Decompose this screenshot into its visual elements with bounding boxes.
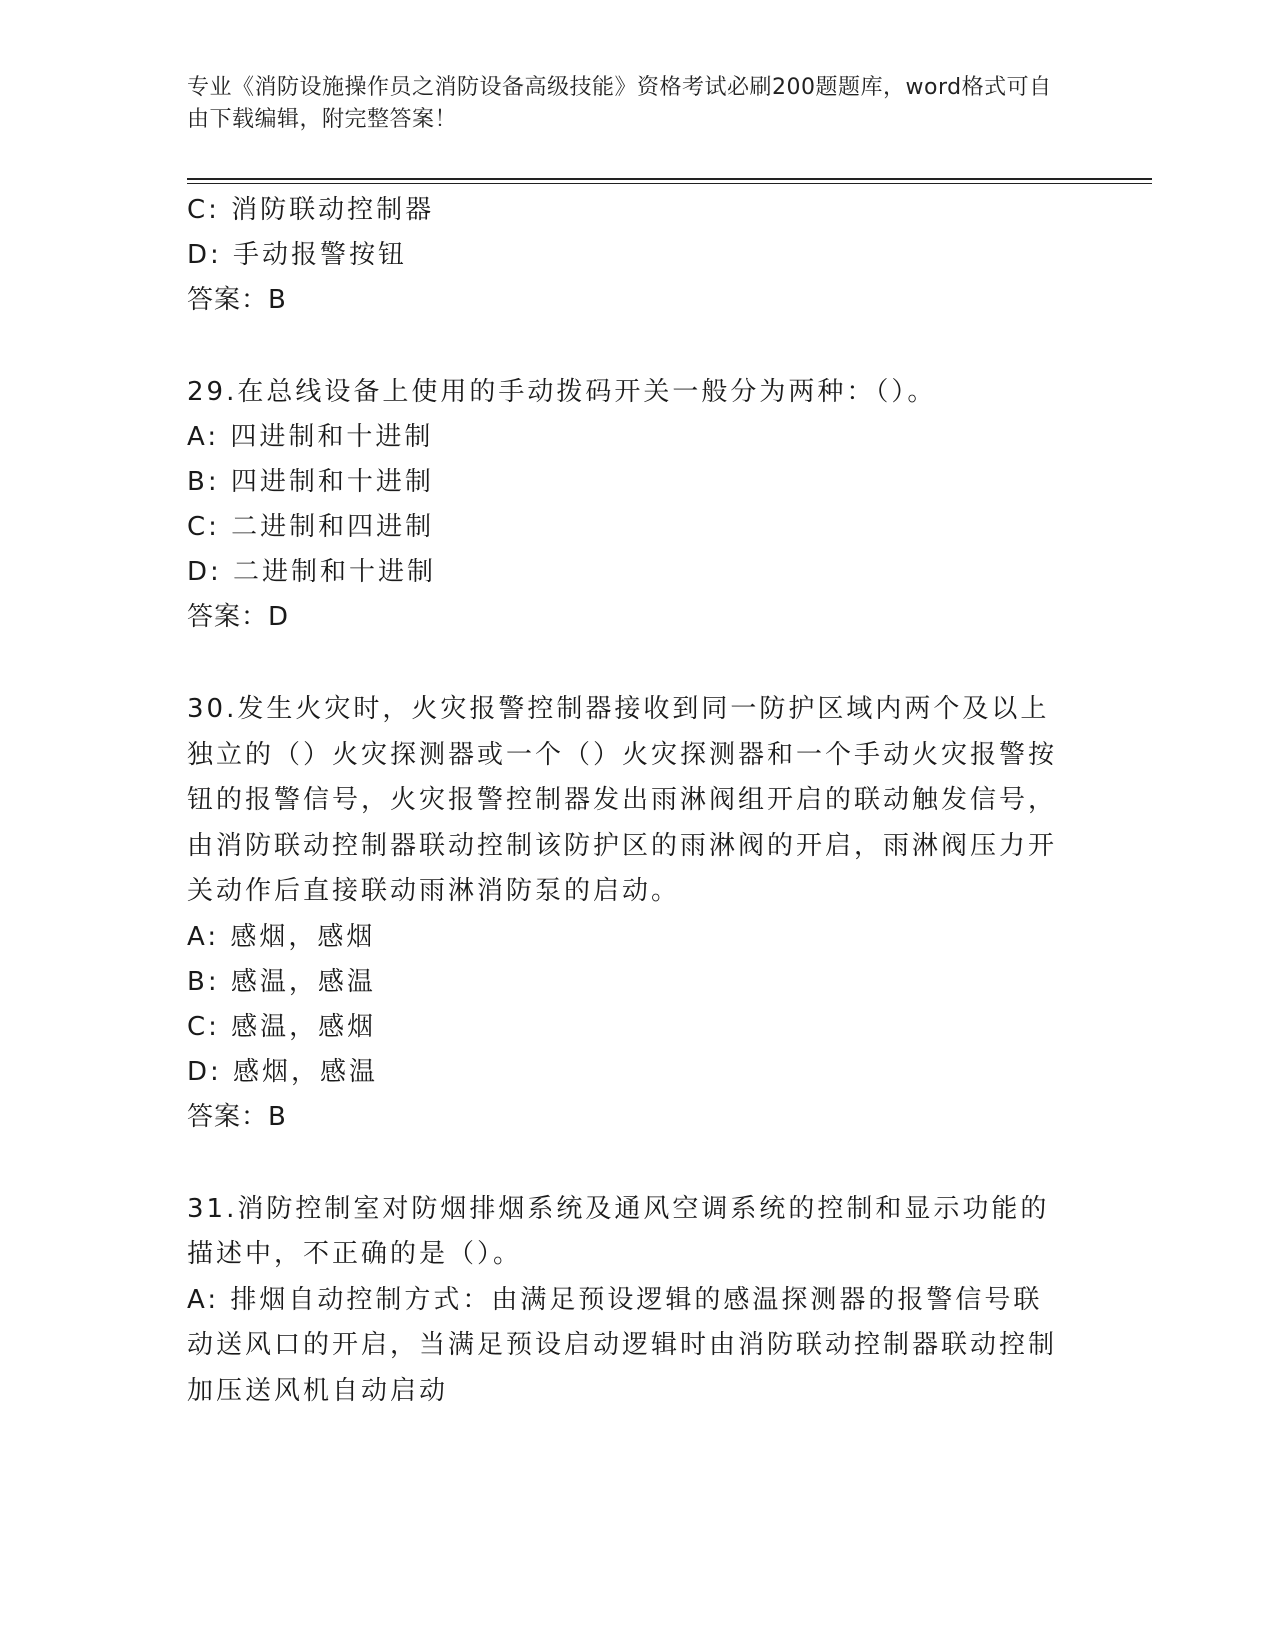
spacer <box>187 640 1067 687</box>
page-header: 专业《消防设施操作员之消防设备高级技能》资格考试必刷200题题库，word格式可自由下载编辑，附完整答案！ <box>187 75 1052 132</box>
question-29-text: 29.在总线设备上使用的手动拨码开关一般分为两种：（）。 <box>187 377 937 407</box>
question-30-answer: 答案：B <box>187 1101 287 1132</box>
question-content <box>187 188 1067 1414</box>
header-divider-thin <box>187 183 1152 184</box>
question-31-text: 31.消防控制室对防烟排烟系统及通风空调系统的控制和显示功能的描述中，不正确的是（）。 <box>187 1193 1050 1269</box>
question-29-answer: 答案：D <box>187 602 290 632</box>
question-30-option-b: B: 感温，感温 <box>187 966 376 997</box>
spacer <box>187 323 1067 370</box>
question-29-option-b: B: 四进制和十进制 <box>187 467 434 497</box>
question-30-text: 30.发生火灾时，火灾报警控制器接收到同一防护区域内两个及以上独立的（）火灾探测器或一个（）火灾探测器和一个手动火灾报警按钮的报警信号，火灾报警控制器发出雨淋阀组开启的联动触发信号，由消防联动控制器联动控制该防护区的雨淋阀的开启，雨淋阀压力开关动作后直接联动雨淋消防泵的启动。 <box>187 694 1058 906</box>
answer: 答案：B <box>187 285 287 315</box>
question-29-option-c: C: 二进制和四进制 <box>187 512 435 542</box>
question-30-option-c: C: 感温，感烟 <box>187 1011 377 1042</box>
question-30-option-d: D: 感烟，感温 <box>187 1056 379 1087</box>
header-divider <box>187 178 1152 180</box>
option-d: D: 手动报警按钮 <box>187 240 408 270</box>
question-29-option-d: D: 二进制和十进制 <box>187 557 437 587</box>
option-c: C: 消防联动控制器 <box>187 195 435 225</box>
question-30-option-a: A: 感烟，感烟 <box>187 921 376 952</box>
spacer <box>187 1140 1067 1187</box>
question-31-option-a: A: 排烟自动控制方式：由满足预设逻辑的感温探测器的报警信号联动送风口的开启，当满足预设启动逻辑时由消防联动控制器联动控制加压送风机自动启动 <box>187 1284 1058 1406</box>
question-29-option-a: A: 四进制和十进制 <box>187 422 434 452</box>
